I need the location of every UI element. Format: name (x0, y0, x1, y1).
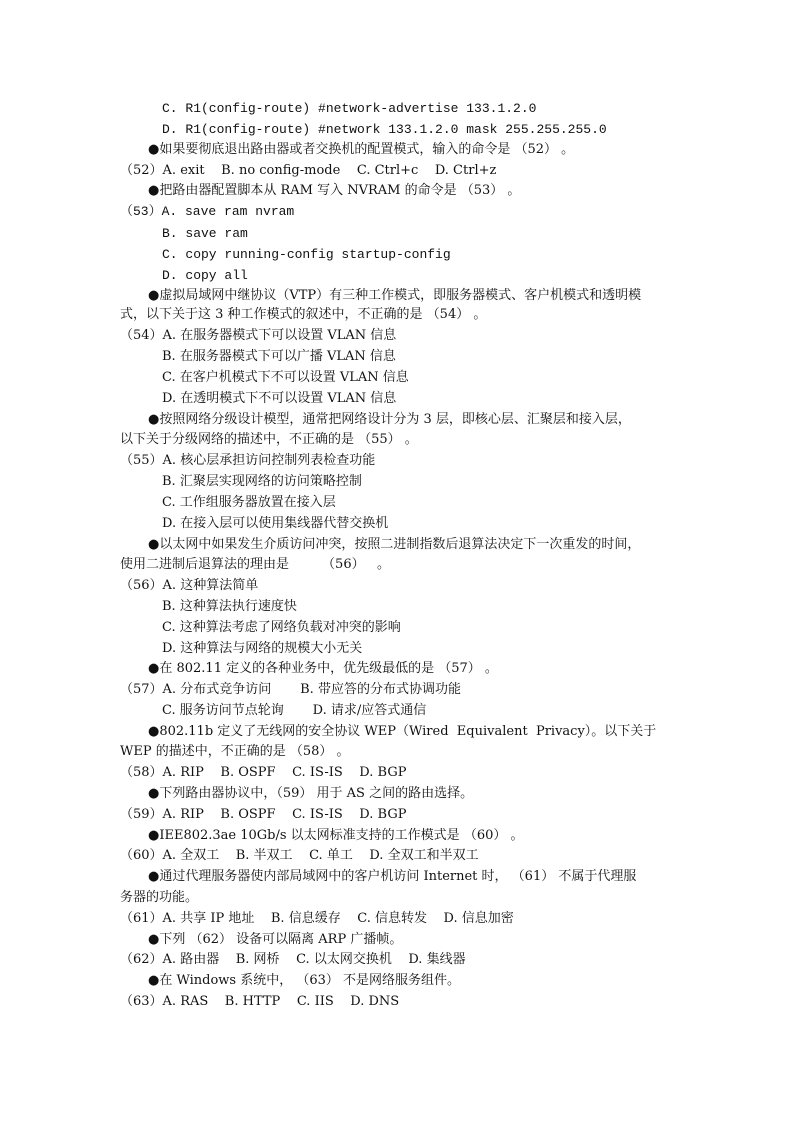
question-60: ●IEE802.3ae 10Gb/s 以太网标准支持的工作模式是 （60） 。 (148, 828, 524, 843)
options-57-ab: （57）A. 分布式竞争访问 B. 带应答的分布式协调功能 (120, 682, 461, 697)
question-55-line1: ●按照网络分级设计模型，通常把网络设计分为 3 层，即核心层、汇聚层和接入层， (148, 412, 631, 427)
options-59: （59）A. RIP B. OSPF C. IS-IS D. BGP (120, 807, 407, 822)
option-51d: D. R1(config-route) #network 133.1.2.0 mask 255.255.255.0 (162, 122, 607, 137)
question-58-line1: ●802.11b 定义了无线网的安全协议 WEP（Wired Equivalent Privacy）。以下关于 (148, 724, 657, 739)
option-54b: B. 在服务器模式下可以广播 VLAN 信息 (162, 349, 396, 364)
question-57: ●在 802.11 定义的各种业务中，优先级最低的是 （57） 。 (148, 661, 498, 676)
question-56-line1: ●以太网中如果发生介质访问冲突，按照二进制指数后退算法决定下一次重发的时间， (148, 537, 641, 552)
question-59: ●下列路由器协议中，（59） 用于 AS 之间的路由选择。 (148, 786, 474, 801)
options-62: （62）A. 路由器 B. 网桥 C. 以太网交换机 D. 集线器 (120, 952, 466, 967)
option-53d: D. copy all (162, 268, 248, 283)
option-54d: D. 在透明模式下不可以设置 VLAN 信息 (162, 391, 397, 406)
question-53: ●把路由器配置脚本从 RAM 写入 NVRAM 的命令是 （53） 。 (148, 183, 521, 198)
option-53a: （53）A. save ram nvram (120, 204, 295, 219)
options-63: （63）A. RAS B. HTTP C. IIS D. DNS (120, 994, 400, 1009)
question-52: ●如果要彻底退出路由器或者交换机的配置模式，输入的命令是 （52） 。 (148, 142, 575, 157)
option-53b: B. save ram (162, 226, 248, 241)
question-62: ●下列 （62） 设备可以隔离 ARP 广播帧。 (148, 932, 403, 947)
options-57-cd: C. 服务访问节点轮询 D. 请求/应答式通信 (162, 703, 427, 718)
question-56-line2: 使用二进制后退算法的理由是 （56） 。 (120, 557, 390, 572)
options-52: （52）A. exit B. no config-mode C. Ctrl+c D. Ctrl+z (120, 163, 497, 178)
question-61-line1: ●通过代理服务器使内部局域网中的客户机访问 Internet 时， （61） 不属于代理服 (148, 869, 637, 884)
option-51c: C. R1(config-route) #network-advertise 133.1.2.0 (162, 101, 537, 116)
option-55b: B. 汇聚层实现网络的访问策略控制 (162, 474, 362, 489)
options-58: （58）A. RIP B. OSPF C. IS-IS D. BGP (120, 765, 407, 780)
option-56b: B. 这种算法执行速度快 (162, 599, 297, 614)
option-56a: （56）A. 这种算法简单 (120, 578, 259, 593)
option-54c: C. 在客户机模式下不可以设置 VLAN 信息 (162, 370, 409, 385)
question-54-line2: 式，以下关于这 3 种工作模式的叙述中，不正确的是 （54） 。 (120, 307, 487, 322)
question-58-line2: WEP 的描述中，不正确的是 （58） 。 (120, 744, 350, 759)
option-55c: C. 工作组服务器放置在接入层 (162, 495, 336, 510)
question-61-line2: 务器的功能。 (120, 890, 199, 905)
option-55a: （55）A. 核心层承担访问控制列表检查功能 (120, 453, 376, 468)
option-56d: D. 这种算法与网络的规模大小无关 (162, 641, 363, 656)
question-54-line1: ●虚拟局域网中继协议（VTP）有三种工作模式，即服务器模式、客户机模式和透明模 (148, 288, 642, 303)
option-55d: D. 在接入层可以使用集线器代替交换机 (162, 516, 389, 531)
option-56c: C. 这种算法考虑了网络负载对冲突的影响 (162, 620, 401, 635)
options-60: （60）A. 全双工 B. 半双工 C. 单工 D. 全双工和半双工 (120, 848, 479, 863)
options-61: （61）A. 共享 IP 地址 B. 信息缓存 C. 信息转发 D. 信息加密 (120, 911, 514, 926)
question-55-line2: 以下关于分级网络的描述中，不正确的是 （55） 。 (120, 432, 418, 447)
option-54a: （54）A. 在服务器模式下可以设置 VLAN 信息 (120, 328, 397, 343)
question-63: ●在 Windows 系统中， （63） 不是网络服务组件。 (148, 973, 461, 988)
option-53c: C. copy running-config startup-config (162, 247, 451, 262)
